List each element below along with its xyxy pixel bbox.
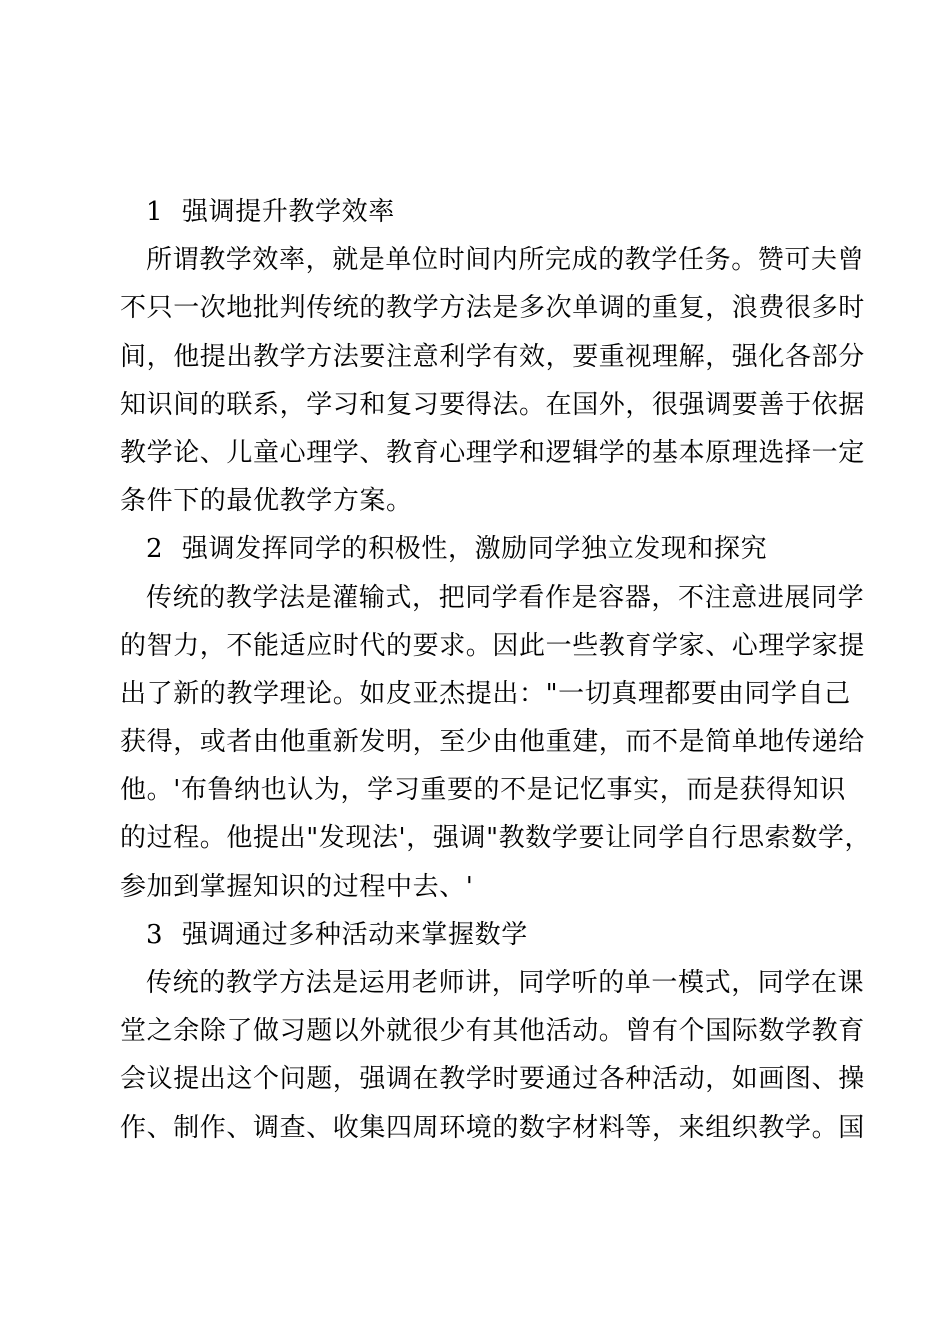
text-line: 会议提出这个问题，强调在教学时要通过各种活动，如画图、操 [120,1064,865,1095]
text-line: 他。'布鲁纳也认为，学习重要的不是记忆事实，而是获得知识 [120,775,846,806]
section-title: 强调提升教学效率 [182,197,395,227]
text-line: 获得，或者由他重新发明，至少由他重建，而不是简单地传递给 [120,727,865,758]
text-line: 传统的教学方法是运用老师讲，同学听的单一模式，同学在课 [146,968,865,998]
text-line: 条件下的最优教学方案。 [120,486,413,517]
section-number: 1 [146,197,164,227]
section-heading-2 [120,525,832,573]
section-heading-1 [120,188,832,236]
section-1-paragraph [120,236,865,525]
section-2-paragraph [120,574,872,911]
text-line: 堂之余除了做习题以外就很少有其他活动。曾有个国际数学教育 [120,1016,865,1047]
text-line: 作、制作、调查、收集四周环境的数字材料等，来组织教学。国 [120,1112,865,1143]
section-title: 强调通过多种活动来掌握数学 [182,919,528,950]
text-line: 出了新的教学理论。如皮亚杰提出："一切真理都要由同学自己 [120,678,851,709]
text-line: 参加到掌握知识的过程中去、' [120,871,474,902]
text-line: 传统的教学法是灌输式，把同学看作是容器，不注意进展同学 [146,582,865,613]
text-line: 的过程。他提出"发现法'，强调"教数学要让同学自行思索数学， [120,823,872,854]
section-number: 2 [146,534,164,565]
section-title: 强调发挥同学的积极性，激励同学独立发现和探究 [182,534,768,565]
text-line: 的智力，不能适应时代的要求。因此一些教育学家、心理学家提 [120,630,865,661]
text-line: 间，他提出教学方法要注意利学有效，要重视理解，强化各部分 [120,341,865,372]
section-number: 3 [146,919,164,950]
section-3-paragraph [120,959,865,1152]
section-heading-3 [120,911,832,959]
text-line: 所谓教学效率，就是单位时间内所完成的教学任务。赞可夫曾 [146,245,865,276]
text-line: 不只一次地批判传统的教学方法是多次单调的重复，浪费很多时 [120,293,865,324]
text-line: 知识间的联系，学习和复习要得法。在国外，很强调要善于依据 [120,389,865,420]
text-line: 教学论、儿童心理学、教育心理学和逻辑学的基本原理选择一定 [120,437,865,468]
